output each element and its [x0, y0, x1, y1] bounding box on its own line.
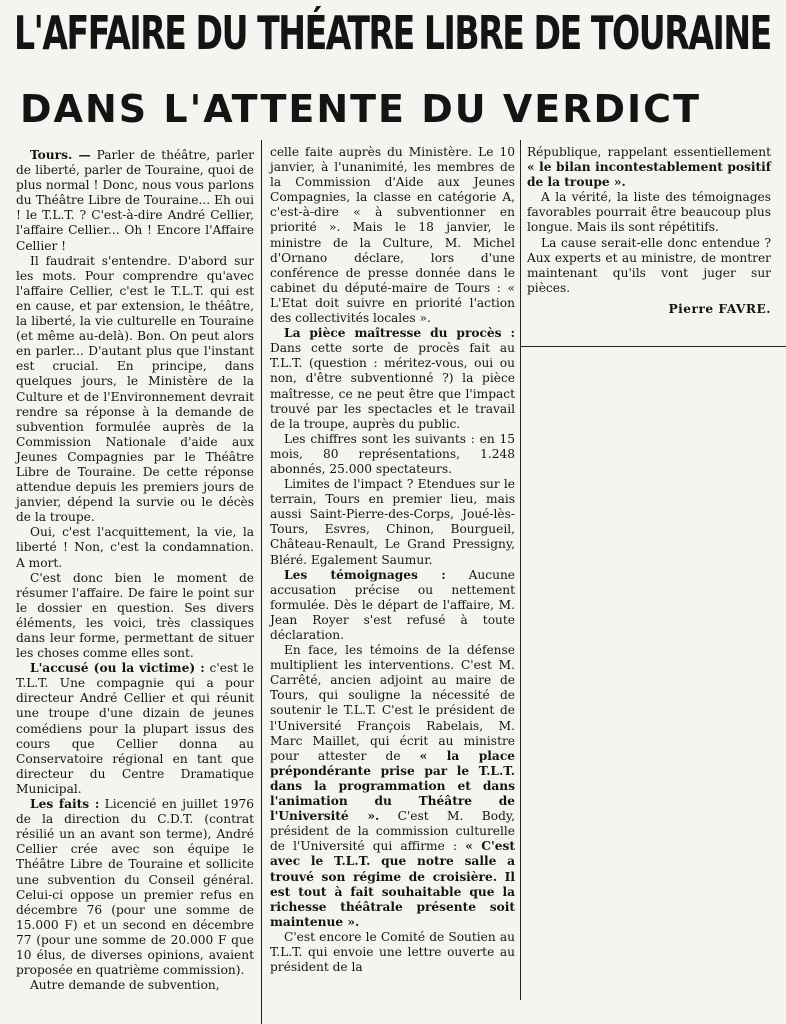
paragraph: Limites de l'impact ? Etendues sur le terrain, Tours en premier lieu, mais aussi Saint-Pierre-des-Corps, Joué-lès-Tours, Esvres, Chinon, Bourgueil, Château-Renault, Le Grand Pressigny, Bléré. Egalement Saumur.	[270, 477, 515, 567]
paragraph-text: République, rappelant essentiellement	[527, 145, 771, 159]
kicker-title: L'AFFAIRE DU THÉATRE LIBRE DE TOURAINE	[14, 6, 771, 60]
paragraph-text: Aucune accusation précise ou nettement formulée. Dès le départ de l'affaire, M. Jean Royer s'est refusé à toute déclaration.	[270, 567, 516, 642]
paragraph	[16, 661, 254, 797]
quote: « le bilan incontestablement positif de la troupe ».	[527, 160, 771, 190]
paragraph-text: Dans cette sorte de procès fait au T.L.T. (question : méritez-vous, oui ou non, d'être subventionné ?) la pièce maîtresse, ce ne peut être que l'impact trouvé par les spectacles et le travail de la troupe, auprès du public.	[270, 341, 515, 431]
paragraph: C'est donc bien le moment de résumer l'affaire. De faire le point sur le dossier en question. Ses divers éléments, les voici, très classiques dans leur forme, permettant de situer les choses comme elles sont.	[16, 570, 254, 661]
paragraph	[270, 643, 515, 930]
subhead: La pièce maîtresse du procès :	[284, 326, 515, 341]
paragraph	[270, 326, 515, 432]
paragraph-text: C'est M. Body, président de la commission culturelle de l'Université qui affirme :	[270, 809, 516, 854]
paragraph: Oui, c'est l'acquittement, la vie, la liberté ! Non, c'est la condamnation. A mort.	[16, 525, 254, 570]
headline: DANS L'ATTENTE DU VERDICT	[20, 87, 701, 131]
subhead: L'accusé (ou la victime) :	[30, 661, 205, 676]
dateline: Tours. —	[30, 148, 91, 162]
paragraph-text: c'est le T.L.T. Une compagnie qui a pour directeur André Cellier et qui réunit une troupe d'une dizain de jeunes comédiens pour la plupart issus des cours que Cellier donna au Conservatoire régional en tant que directeur du Centre Dramatique Municipal.	[16, 661, 255, 796]
paragraph	[16, 148, 254, 254]
paragraph: celle faite auprès du Ministère. Le 10 janvier, à l'unanimité, les membres de la Commission d'Aide aux Jeunes Compagnies, la classe en catégorie A, c'est-à-dire « à subventionner en priorité ». Mais le 18 janvier, le ministre de la Culture, M. Michel d'Ornano déclare, lors d'une conférence de presse donnée dans le cabinet du député-maire de Tours : « L'Etat doit suivre en priorité l'action des collectivités locales ».	[270, 145, 515, 326]
column-rule-left	[261, 140, 262, 1024]
paragraph: C'est encore le Comité de Soutien au T.L.T. qui envoie une lettre ouverte au président de la	[270, 929, 515, 975]
paragraph	[270, 568, 515, 643]
paragraph	[16, 797, 254, 978]
article-column-1	[16, 148, 254, 993]
paragraph: A la vérité, la liste des témoignages favorables pourrait être beaucoup plus longue. Mais ils sont répétitifs.	[527, 190, 771, 235]
article-column-3	[527, 145, 771, 317]
subhead: Les faits :	[30, 797, 100, 812]
paragraph-text: Licencié en juillet 1976 de la direction du C.D.T. (contrat résilié un an avant son terme), André Cellier crée avec son équipe le Théâtre Libre de Touraine et sollicite une subvention du Conseil général. Celui-ci oppose un premier refus en décembre 76 (pour une somme de 15.000 F) et un second en décembre 77 (pour une somme de 20.000 F que 10 élus, de diverses opinions, avaient proposée en quatrième commission).	[16, 797, 254, 978]
quote: « la place prépondérante prise par le T.L.T. dans la programmation et dans l'animation du Théâtre de l'Université ».	[270, 748, 515, 824]
paragraph: Les chiffres sont les suivants : en 15 mois, 80 représentations, 1.248 abonnés, 25.000 spectateurs.	[270, 431, 515, 476]
paragraph: La cause serait-elle donc entendue ? Aux experts et au ministre, de montrer maintenant qu'ils vont juger sur pièces.	[527, 235, 771, 295]
paragraph-text: Parler de théâtre, parler de liberté, parler de Touraine, quoi de plus normal ! Donc, nous vous parlons du Théâtre Libre de Touraine... Eh oui ! le T.L.T. ? C'est-à-dire André Cellier, l'affaire Cellier... Oh ! Encore l'Affaire Cellier !	[16, 148, 254, 253]
column-rule-right	[520, 140, 521, 1000]
article-column-2	[270, 145, 515, 975]
subhead: Les témoignages :	[284, 567, 446, 582]
article-end-rule	[521, 346, 786, 347]
paragraph: Il faudrait s'entendre. D'abord sur les mots. Pour comprendre qu'avec l'affaire Cellier, c'est le T.L.T. qui est en cause, et par extension, le théâtre, la liberté, la vie culturelle en Touraine (et même au-delà). Bon. On peut alors en parler... D'autant plus que l'instant est crucial. En principe, dans quelques jours, le Ministère de la Culture et de l'Environnement devrait rendre sa réponse à la demande de subvention formulée auprès de la Commission Nationale d'aide aux Jeunes Compagnies par le Théâtre Libre de Touraine. De cette réponse attendue depuis les premiers jours de janvier, dépend la survie ou le décès de la troupe.	[16, 253, 254, 525]
paragraph: Autre demande de subvention,	[30, 978, 220, 993]
author-signature: Pierre FAVRE.	[668, 301, 771, 316]
paragraph	[527, 145, 771, 190]
quote: « C'est avec le T.L.T. que notre salle a trouvé son régime de croisière. Il est tout à fait souhaitable que la richesse théâtrale présente soit maintenue ».	[270, 839, 515, 929]
paragraph-text: En face, les témoins de la défense multiplient les interventions. C'est M. Carrêté, ancien adjoint au maire de Tours, qui souligne la nécessité de soutenir le T.L.T. C'est le président de l'Université François Rabelais, M. Marc Maillet, qui écrit au ministre pour attester de	[270, 643, 515, 763]
